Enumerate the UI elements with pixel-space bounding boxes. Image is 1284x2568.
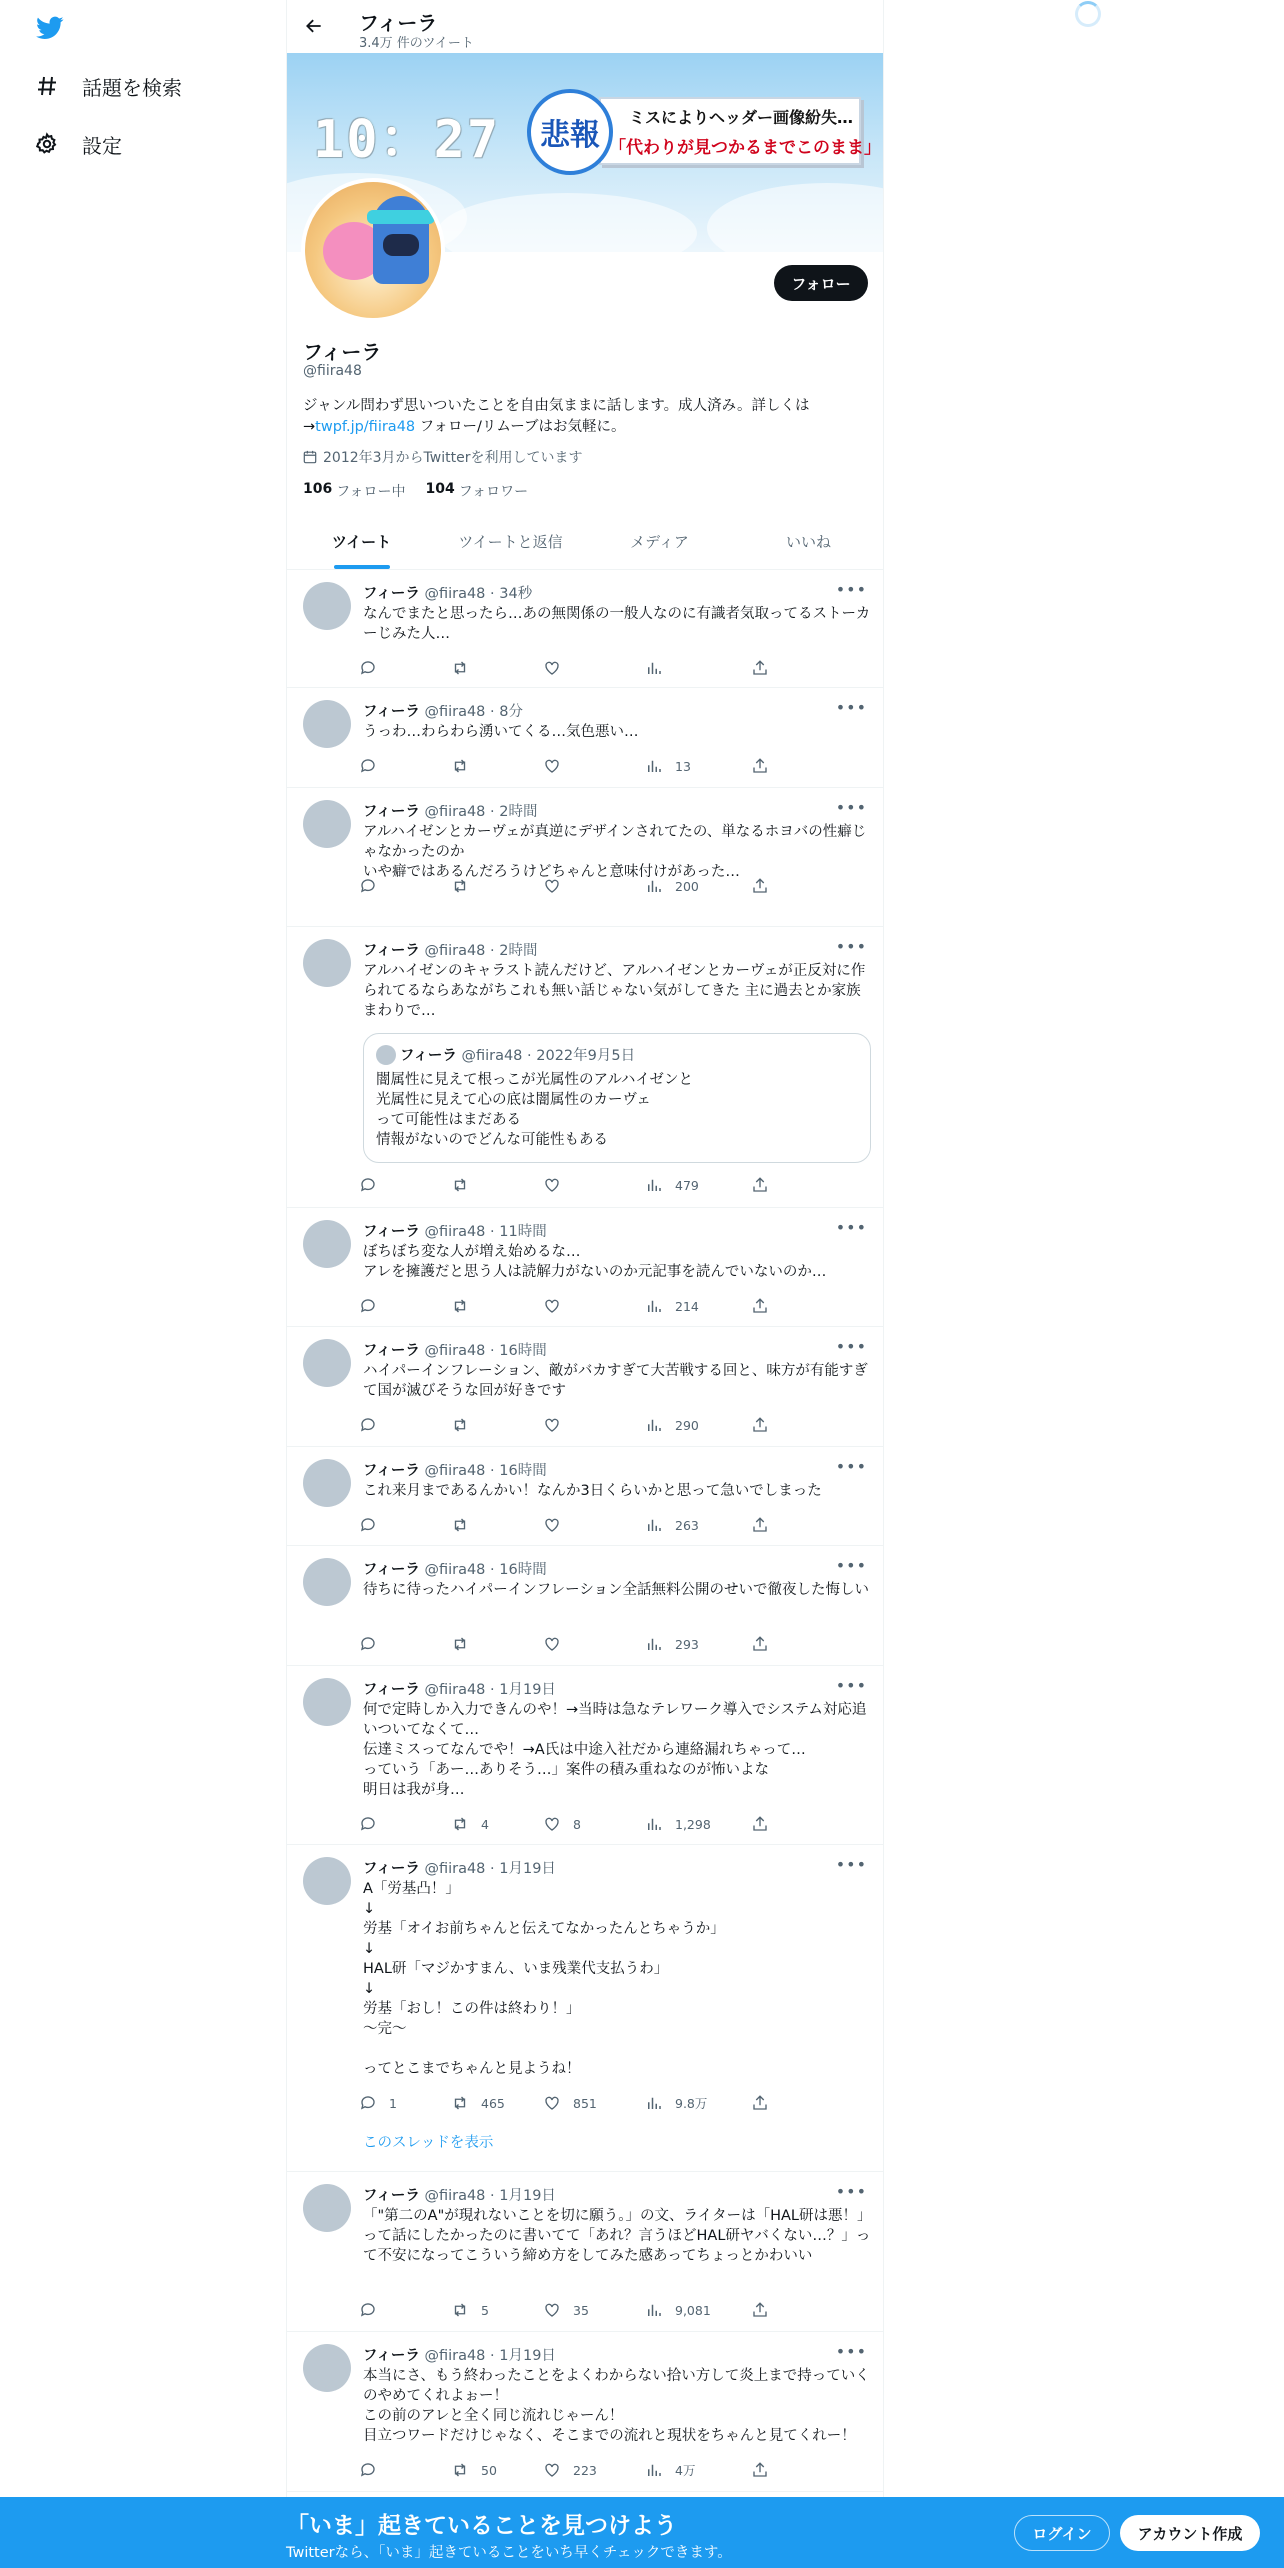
tweet-author-name[interactable]: フィーラ [363,2188,420,2204]
tweet-item[interactable] [287,2172,883,2332]
tweet-author-name[interactable]: フィーラ [363,943,420,959]
retweet-button[interactable] [451,1175,481,1195]
reply-button[interactable] [359,2093,397,2113]
reply-icon [359,1815,377,1833]
share-button[interactable] [751,1814,769,1834]
more-options-icon[interactable]: ••• [835,1218,867,1237]
views-button[interactable] [645,2460,695,2480]
tweet-actions [359,1634,799,1654]
tweet-author-name[interactable]: フィーラ [363,1463,420,1479]
banner-badge [527,89,613,175]
tweet-header [363,582,532,603]
more-options-icon[interactable]: ••• [835,1337,867,1356]
share-button[interactable] [751,1634,769,1654]
signup-button[interactable]: アカウント作成 [1120,2515,1260,2551]
tweet-text: 本当にさ、もう終わったことをよくわからない拾い方して炎上まで持っていくのやめてくれよぉー！ この前のアレと全く同じ流れじゃーん！ 目立つワードだけじゃなく、そこまでの流れと現状をちゃんと見てくれー！ [363,2368,870,2444]
tweet-item[interactable] [287,1845,883,2172]
tweet-header [363,939,537,960]
quoted-tweet-header [376,1044,635,1065]
share-button[interactable] [751,1296,769,1316]
reply-button[interactable] [359,876,389,896]
avatar[interactable] [303,939,351,987]
tweet-author-name[interactable]: フィーラ [363,804,420,820]
heart-icon [543,1297,561,1315]
like-button[interactable] [543,2460,597,2480]
share-button[interactable] [751,1175,769,1195]
views-button[interactable] [645,2093,707,2113]
avatar[interactable] [303,1558,351,1606]
reply-button[interactable] [359,1814,389,1834]
retweet-button[interactable] [451,2460,497,2480]
followers-count: 104 [425,481,455,497]
share-icon [751,2301,769,2319]
tweet-item[interactable] [287,927,883,1208]
share-icon [751,1635,769,1653]
view-count: 9.8万 [675,2096,708,2111]
share-icon [751,877,769,895]
reply-button[interactable] [359,1515,389,1535]
tweet-author-name[interactable]: フィーラ [363,2348,420,2364]
banner-caption-line1: ミスによりヘッダー画像紛失… [629,108,854,127]
retweet-button[interactable] [451,876,481,896]
like-button[interactable] [543,1415,573,1435]
following-link[interactable] [303,481,406,501]
tab-tweets[interactable]: ツイート [287,514,436,569]
share-icon [751,659,769,677]
tweet-meta[interactable]: @fiira48 · 2時間 [424,943,538,959]
avatar [376,1045,396,1065]
tweet-header [363,1558,547,1579]
analytics-icon [645,659,663,677]
reply-button[interactable] [359,756,389,776]
views-button[interactable] [645,1415,699,1435]
retweet-count: 5 [481,2302,489,2318]
tweet-text: なんでまたと思ったら…あの無関係の一般人なのに有識者気取ってるストーカーじみた人… [363,606,871,642]
tweet-text: うっわ…わらわら湧いてくる…気色悪い… [363,724,639,740]
banner-cloud [437,193,697,252]
like-count: 851 [573,2095,597,2111]
tweet-author-name[interactable]: フィーラ [363,1682,420,1698]
views-button[interactable] [645,1814,711,1834]
quoted-meta: @fiira48 · 2022年9月5日 [461,1048,636,1064]
tweet-meta[interactable]: @fiira48 · 1月19日 [424,2188,556,2204]
share-button[interactable] [751,876,769,896]
tweet-text: 「"第二のA"が現れないことを切に願う。」の文、ライターは「HAL研は悪！」って話にしたかったのに書いてて「あれ？言うほどHAL研ヤバくない…？」って不安になってこういう締め方をしてみた感あってちょっとかわいい [363,2208,871,2264]
tweet-meta[interactable]: @fiira48 · 2時間 [424,804,538,820]
tweet-meta[interactable]: @fiira48 · 11時間 [424,1224,547,1240]
quoted-author-name: フィーラ [400,1048,457,1064]
share-button[interactable] [751,1415,769,1435]
views-button[interactable] [645,2300,711,2320]
tweet-header [363,2344,556,2365]
views-button[interactable] [645,1175,699,1195]
tweet-actions [359,1515,799,1535]
twitter-bird-icon[interactable] [34,14,66,42]
avatar[interactable] [303,700,351,748]
tweet-actions [359,2093,799,2113]
share-button[interactable] [751,2093,769,2113]
avatar[interactable] [303,1220,351,1268]
heart-icon [543,1815,561,1833]
analytics-icon [645,1297,663,1315]
heart-icon [543,1176,561,1194]
profile-tabs [287,514,883,570]
reply-button[interactable] [359,1415,389,1435]
share-icon [751,1416,769,1434]
retweet-icon [451,2094,469,2112]
profile-avatar[interactable] [301,178,445,322]
banner-badge-text: 悲報 [540,118,600,153]
followers-link[interactable] [426,481,529,501]
tweet-meta[interactable]: @fiira48 · 16時間 [424,1463,547,1479]
reply-button[interactable] [359,2460,389,2480]
reply-icon [359,1635,377,1653]
retweet-button[interactable] [451,1814,489,1834]
more-options-icon[interactable]: ••• [835,937,867,956]
tweet-text: ハイパーインフレーション、敵がバカすぎて大苦戦する回と、味方が有能すぎて国が滅びそうな回が好きです [363,1363,868,1399]
retweet-icon [451,877,469,895]
share-button[interactable] [751,658,769,678]
retweet-button[interactable] [451,1415,481,1435]
sidebar-item-label: 設定 [82,133,122,158]
heart-icon [543,1516,561,1534]
more-options-icon[interactable]: ••• [835,2342,867,2361]
retweet-count: 4 [481,1816,489,1832]
view-count: 290 [675,1417,699,1433]
tweet-meta[interactable]: @fiira48 · 1月19日 [424,2348,556,2364]
views-button[interactable] [645,1634,699,1654]
tweet-text: アルハイゼンとカーヴェが真逆にデザインされてたの、単なるホヨバの性癖じゃなかったのか いや癖ではあるんだろうけどちゃんと意味付けがあった… [363,824,867,880]
share-icon [751,1516,769,1534]
share-icon [751,2461,769,2479]
tweet-header [363,1459,547,1480]
retweet-count: 50 [481,2462,497,2478]
reply-icon [359,1416,377,1434]
tweet-header [363,2184,556,2205]
tweet-author-name[interactable]: フィーラ [363,704,420,720]
retweet-button[interactable] [451,756,481,776]
profile-joined [303,447,582,467]
avatar[interactable] [303,800,351,848]
show-thread-link[interactable]: このスレッドを表示 [363,2135,494,2151]
share-button[interactable] [751,756,769,776]
analytics-icon [645,2461,663,2479]
banner-caption-line2: 「代わりが見つかるまでこのまま」 [609,138,881,158]
tweet-header [363,700,523,721]
share-button[interactable] [751,2460,769,2480]
retweet-icon [451,2461,469,2479]
reply-count: 1 [389,2095,397,2111]
analytics-icon [645,1176,663,1194]
reply-button[interactable] [359,1175,389,1195]
avatar[interactable] [303,2184,351,2232]
heart-icon [543,877,561,895]
tweet-author-name[interactable]: フィーラ [363,1562,420,1578]
bio-link[interactable]: twpf.jp/fiira48 [315,419,416,435]
banner-cloud [707,183,883,252]
bio-text: ジャンル問わず思いついたことを自由気ままに話します。成人済み。詳しくは→ [303,398,810,435]
quoted-tweet[interactable] [363,1033,871,1163]
tweet-actions [359,1175,799,1195]
prompt-title: 「いま」起きていることを見つけよう [286,2513,677,2539]
like-button[interactable] [543,1634,573,1654]
hashtag-icon [34,73,60,99]
tweet-text: ぼちぼち変な人が増え始めるな… アレを擁護だと思う人は読解力がないのか元記事を読んでいないのか… [363,1244,827,1280]
share-icon [751,757,769,775]
like-button[interactable] [543,876,573,896]
like-count: 35 [573,2302,589,2318]
tab-tweets-and-replies[interactable]: ツイートと返信 [458,533,563,551]
heart-icon [543,757,561,775]
reply-icon [359,2461,377,2479]
profile-handle: @fiira48 [303,363,362,379]
retweet-icon [451,1815,469,1833]
heart-icon [543,2301,561,2319]
tweet-text: 待ちに待ったハイパーインフレーション全話無料公開のせいで徹夜した悔しい [363,1582,870,1598]
reply-button[interactable] [359,658,389,678]
back-arrow-icon[interactable] [301,13,327,39]
joined-text: 2012年3月からTwitterを利用しています [323,450,583,466]
heart-icon [543,1635,561,1653]
like-button[interactable] [543,2093,597,2113]
views-button[interactable] [645,876,699,896]
like-count: 223 [573,2462,597,2478]
analytics-icon [645,757,663,775]
view-count: 263 [675,1517,699,1533]
like-count: 8 [573,1816,581,1832]
retweet-button[interactable] [451,1634,481,1654]
retweet-count: 465 [481,2095,505,2111]
tweet-header [363,1220,547,1241]
avatar[interactable] [303,2344,351,2392]
prompt-subtitle: Twitterなら、「いま」起きていることをいち早くチェックできます。 [286,2545,732,2561]
share-icon [751,1815,769,1833]
tweet-meta[interactable]: @fiira48 · 1月19日 [424,1682,556,1698]
tweet-text: これ来月まであるんかい！なんか3日くらいかと思って急いでしまった [363,1483,822,1499]
bio-text: フォロー/リムーブはお気軽に。 [415,419,626,435]
reply-button[interactable] [359,2300,389,2320]
analytics-icon [645,1635,663,1653]
tab-likes[interactable]: いいね [785,533,831,551]
reply-icon [359,1516,377,1534]
like-button[interactable] [543,1175,573,1195]
tweet-actions [359,658,799,678]
calendar-icon [303,450,317,464]
sidebar-item-explore[interactable] [34,66,182,106]
tweet-header [363,800,537,821]
tweet-meta[interactable]: @fiira48 · 1月19日 [424,1861,556,1877]
view-count: 1,298 [675,1816,711,1832]
tweet-item[interactable] [287,1546,883,1666]
tweet-author-name[interactable]: フィーラ [363,586,420,602]
retweet-icon [451,2301,469,2319]
retweet-icon [451,1635,469,1653]
reply-icon [359,1176,377,1194]
heart-icon [543,2094,561,2112]
tweet-item[interactable] [287,1208,883,1327]
view-count: 479 [675,1177,699,1193]
more-options-icon[interactable]: ••• [835,2182,867,2201]
header-name: フィーラ [359,11,438,35]
share-button[interactable] [751,1515,769,1535]
retweet-icon [451,1416,469,1434]
avatar[interactable] [303,1857,351,1905]
views-button[interactable] [645,1296,699,1316]
analytics-icon [645,1815,663,1833]
share-icon [751,2094,769,2112]
reply-icon [359,877,377,895]
tweet-text: 何で定時しか入力できんのや！→当時は急なテレワーク導入でシステム対応追いついてなくて… 伝達ミスってなんでや！→A氏は中途入社だから連絡漏れちゃって… っていう「あー…ありそう…」案件の積み重ねなのが怖いよな 明日は我が身… [363,1702,867,1798]
main-column [286,0,884,2568]
tweet-item[interactable] [287,1447,883,1546]
retweet-button[interactable] [451,1515,481,1535]
reply-icon [359,2094,377,2112]
views-button[interactable] [645,658,675,678]
quoted-tweet-text: 闇属性に見えて根っこが光属性のアルハイゼンと 光属性に見えて心の底は闇属性のカーヴェ って可能性はまだある 情報がないのでどんな可能性もある [376,1072,693,1148]
followers-label: フォロワー [458,484,529,500]
heart-icon [543,1416,561,1434]
retweet-button[interactable] [451,2300,489,2320]
tweet-header [363,1678,556,1699]
reply-icon [359,757,377,775]
view-count: 9,081 [675,2302,711,2318]
retweet-icon [451,1297,469,1315]
retweet-icon [451,757,469,775]
avatar-character-face [383,234,419,256]
views-button[interactable] [645,1515,699,1535]
tweet-meta[interactable]: @fiira48 · 34秒 [424,586,533,602]
gear-icon [34,131,60,157]
heart-icon [543,2461,561,2479]
reply-icon [359,659,377,677]
banner-caption-box [599,97,881,165]
view-count: 4万 [675,2463,696,2478]
tweet-item[interactable] [287,570,883,688]
profile-name: フィーラ [303,340,382,364]
profile-bio [303,396,863,438]
analytics-icon [645,2094,663,2112]
reply-button[interactable] [359,1296,389,1316]
tweet-meta[interactable]: @fiira48 · 16時間 [424,1343,547,1359]
login-button[interactable]: ログイン [1014,2515,1110,2551]
analytics-icon [645,877,663,895]
tweet-actions [359,756,799,776]
avatar[interactable] [303,582,351,630]
retweet-icon [451,1176,469,1194]
tweet-text: アルハイゼンのキャラスト読んだけど、アルハイゼンとカーヴェが正反対に作られてるならあながちこれも無い話じゃない気がしてきた 主に過去とか家族まわりで… [363,963,866,1019]
like-button[interactable] [543,1515,573,1535]
profile-header-bar [287,0,883,53]
more-options-icon[interactable]: ••• [835,1556,867,1575]
retweet-button[interactable] [451,1296,481,1316]
tweet-item[interactable] [287,1666,883,1845]
profile-follow-stats [303,481,528,501]
tweet-actions [359,876,799,896]
reply-icon [359,1297,377,1315]
share-button[interactable] [751,2300,769,2320]
analytics-icon [645,2301,663,2319]
tweet-header [363,1857,556,1878]
tweet-actions [359,1814,799,1834]
view-count: 13 [675,758,691,774]
avatar[interactable] [303,1459,351,1507]
more-options-icon[interactable]: ••• [835,698,867,717]
tweet-item[interactable] [287,2332,883,2492]
reply-button[interactable] [359,1634,389,1654]
avatar-character-band [367,210,435,224]
following-label: フォロー中 [336,484,406,500]
tweet-author-name[interactable]: フィーラ [363,1224,420,1240]
like-button[interactable] [543,756,573,776]
view-count: 200 [675,878,699,894]
signup-prompt-bar [0,2497,1284,2568]
like-button[interactable] [543,1296,573,1316]
reply-icon [359,2301,377,2319]
view-count: 293 [675,1636,699,1652]
tweet-item[interactable] [287,788,883,927]
tweet-item[interactable] [287,1327,883,1447]
header-tweet-count: 3.4万 件のツイート [359,36,474,51]
tweet-actions [359,2300,799,2320]
tweet-meta[interactable]: @fiira48 · 16時間 [424,1562,547,1578]
share-icon [751,1176,769,1194]
tweet-actions [359,1296,799,1316]
tweet-meta[interactable]: @fiira48 · 8分 [424,704,523,720]
tweet-actions [359,2460,799,2480]
more-options-icon[interactable]: ••• [835,798,867,817]
avatar[interactable] [303,1678,351,1726]
more-options-icon[interactable]: ••• [835,1855,867,1874]
retweet-button[interactable] [451,658,481,678]
retweet-button[interactable] [451,2093,505,2113]
tweet-author-name[interactable]: フィーラ [363,1861,420,1877]
tweet-item[interactable] [287,688,883,788]
like-button[interactable] [543,1814,581,1834]
follow-button[interactable]: フォロー [774,265,868,301]
sidebar-item-settings[interactable] [34,124,122,164]
sidebar-item-label: 話題を検索 [82,75,182,100]
more-options-icon[interactable]: ••• [835,1676,867,1695]
analytics-icon [645,1516,663,1534]
retweet-icon [451,659,469,677]
heart-icon [543,659,561,677]
tweet-text: A「労基凸！」 ↓ 労基「オイお前ちゃんと伝えてなかったんとちゃうか」 ↓ HAL研「マジかすまん、いま残業代支払うわ」 ↓ 労基「おし！この件は終わり！」 〜完〜 ってとこまでちゃんと見ようね！ [363,1881,725,2077]
analytics-icon [645,1416,663,1434]
avatar[interactable] [303,1339,351,1387]
share-icon [751,1297,769,1315]
more-options-icon[interactable]: ••• [835,580,867,599]
following-count: 106 [303,481,333,497]
views-button[interactable] [645,756,691,776]
tweet-author-name[interactable]: フィーラ [363,1343,420,1359]
retweet-icon [451,1516,469,1534]
more-options-icon[interactable]: ••• [835,1457,867,1476]
tab-media[interactable]: メディア [630,533,689,551]
banner-clock: 10：27 [313,110,501,170]
tweet-actions [359,1415,799,1435]
like-button[interactable] [543,658,573,678]
like-button[interactable] [543,2300,589,2320]
view-count: 214 [675,1298,699,1314]
tweet-header [363,1339,547,1360]
loading-spinner-icon [1075,1,1101,27]
